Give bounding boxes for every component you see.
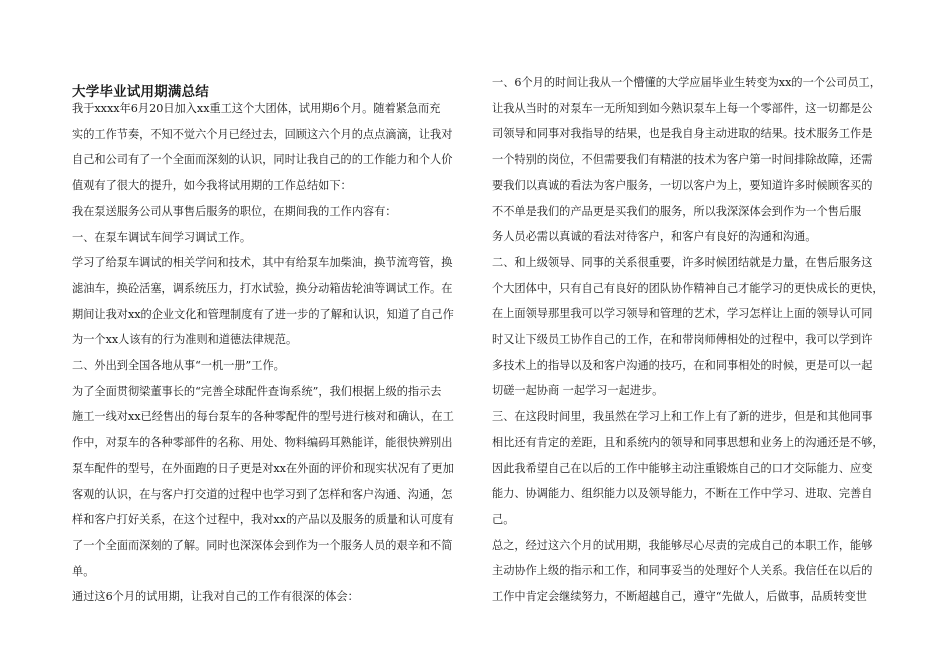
text-line: 自己和公司有了一个全面而深刻的认识，同时让我自己的的工作能力和个人价	[72, 153, 453, 167]
text-line: 一、在泵车调试车间学习调试工作。	[72, 230, 252, 244]
text-line: 能力、协调能力、组织能力以及领导能力，不断在工作中学习、进取、完善自	[492, 487, 873, 501]
text-line: 泵车配件的型号，在外面跑的日子更是对xx在外面的评价和现实状况有了更加	[72, 461, 454, 475]
text-line: 为一个xx人该有的行为准则和道德法律规范。	[72, 333, 298, 347]
text-line: 了一个全面而深刻的了解。同时也深深体会到作为一个服务人员的艰辛和不简	[72, 538, 453, 552]
text-line: 三、在这段时间里，我虽然在学习上和工作上有了新的进步，但是和其他同事	[492, 410, 873, 424]
text-line: 工作中肯定会继续努力，不断超越自己，遵守“先做人，后做事，品质转变世	[492, 590, 867, 603]
text-line: 一、6个月的时间让我从一个懵懂的大学应届毕业生转变为xx的一个公司员工，	[492, 76, 881, 89]
text-line: 我在泵送服务公司从事售后服务的职位，在期间我的工作内容有：	[72, 204, 397, 218]
text-line: 让我从当时的对泵车一无所知到如今熟识泵车上每一个零部件，这一切都是公	[492, 101, 873, 115]
text-line: 二、和上级领导、同事的关系很重要，许多时候团结就是力量，在售后服务这	[492, 255, 873, 269]
text-line: 相比还有肯定的差距，且和系统内的领导和同事思想和业务上的沟通还是不够，	[492, 435, 884, 449]
text-line: 不不单是我们的产品更是买我们的服务，所以我深深体会到作为一个售后服	[492, 204, 862, 218]
text-line: 值观有了很大的提升，如今我将试用期的工作总结如下：	[72, 179, 352, 193]
text-line: 时又让下级员工协作自己的工作，在和带岗师傅相处的过程中，我可以学到许	[492, 333, 873, 346]
text-line: 一个特别的岗位，不但需要我们有精湛的技术为客户第一时间排除故障，还需	[492, 153, 873, 167]
text-line: 务人员必需以真诚的看法对待客户，和客户有良好的沟通和沟通。	[492, 230, 817, 244]
text-line: 个大团体中，只有自己有良好的团队协作精神自己才能学习的更快成长的更快，	[492, 281, 884, 295]
text-line: 因此我希望自己在以后的工作中能够主动注重锻炼自己的口才交际能力、应变	[492, 461, 873, 475]
text-line: 多技术上的指导以及和客户沟通的技巧，在和同事相处的时候，更是可以一起	[492, 358, 873, 372]
document-title: 大学毕业试用期满总结	[72, 84, 209, 100]
text-line: 己。	[492, 512, 515, 526]
text-line: 司领导和同事对我指导的结果，也是我自身主动进取的结果。技术服务工作是	[492, 127, 873, 141]
text-line: 客观的认识，在与客户打交道的过程中也学习到了怎样和客户沟通、沟通，怎	[72, 487, 453, 501]
text-line: 要我们以真诚的看法为客户服务，一切以客户为上，要知道许多时候顾客买的	[492, 178, 873, 192]
text-line: 施工一线对xx已经售出的每台泵车的各种零配件的型号进行核对和确认，在工	[72, 410, 454, 424]
text-line: 单。	[72, 564, 95, 578]
text-line: 样和客户打好关系，在这个过程中，我对xx的产品以及服务的质量和认可度有	[72, 513, 454, 527]
text-line: 作中，对泵车的各种零部件的名称、用处、物料编码耳熟能详，能很快辨别出	[72, 436, 453, 450]
text-line: 通过这6个月的试用期，让我对自己的工作有很深的体会：	[72, 590, 359, 604]
text-line: 学习了给泵车调试的相关学问和技术，其中有给泵车加柴油，换节流弯管，换	[72, 256, 453, 270]
text-line: 期间让我对xx的企业文化和管理制度有了进一步的了解和认识，知道了自己作	[72, 307, 454, 321]
text-line: 总之，经过这六个月的试用期，我能够尽心尽责的完成自己的本职工作，能够	[492, 538, 873, 552]
text-line: 为了全面贯彻梁董事长的“完善全球配件查询系统”，我们根据上级的指示去	[72, 384, 442, 398]
text-line: 切磋一起协商 一起学习一起进步。	[492, 384, 664, 398]
text-line: 实的工作节奏，不知不觉六个月已经过去，回顾这六个月的点点滴滴，让我对	[72, 127, 453, 141]
text-line: 我于xxxx年6月20日加入xx重工这个大团体，试用期6个月。随着紧急而充	[72, 102, 441, 115]
text-line: 滤油车，换砼活塞，调系统压力，打水试验，换分动箱齿轮油等调试工作。在	[72, 281, 453, 295]
text-line: 主动协作上级的指示和工作，和同事妥当的处理好个人关系。我信任在以后的	[492, 564, 873, 578]
text-line: 二、外出到全国各地从事“一机一册”工作。	[72, 359, 285, 372]
text-line: 在上面领导那里我可以学习领导和管理的艺术，学习怎样让上面的领导认可同	[492, 307, 873, 321]
